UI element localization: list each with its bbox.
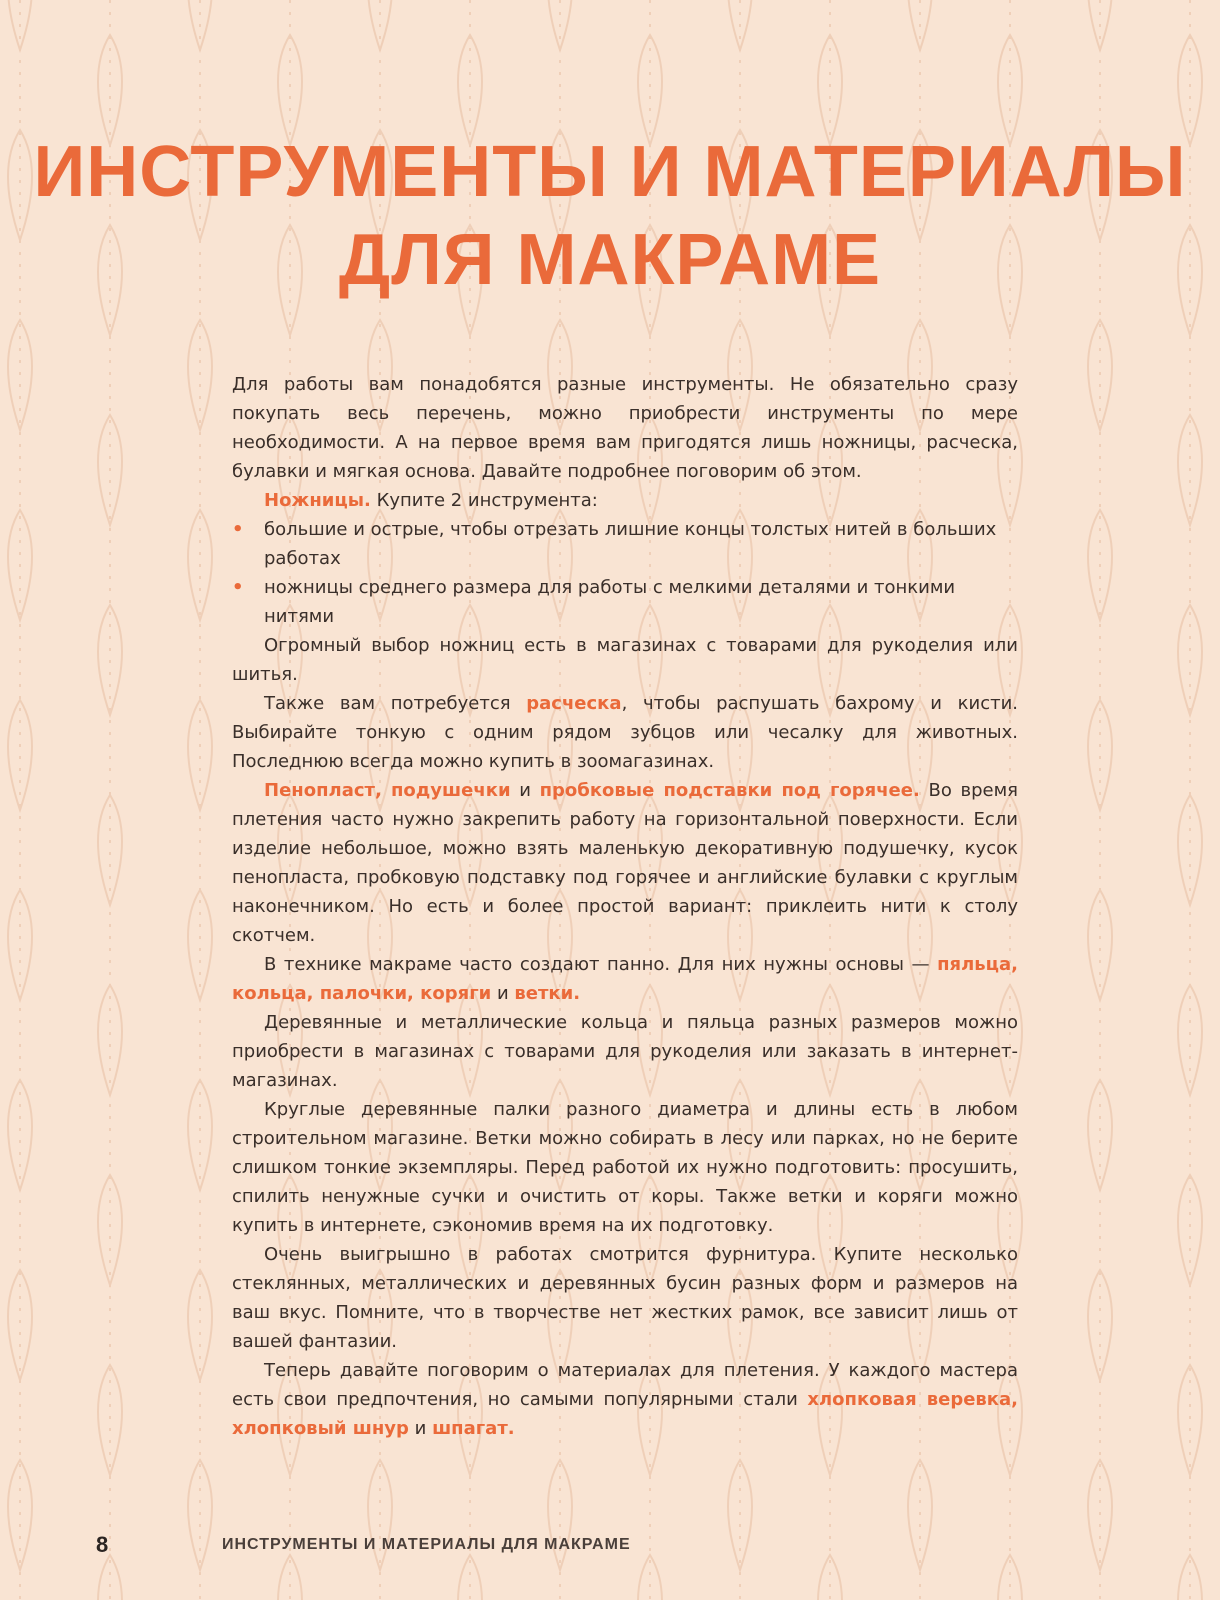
running-title: ИНСТРУМЕНТЫ И МАТЕРИАЛЫ ДЛЯ МАКРАМЕ (222, 1536, 631, 1553)
foam-dot: . (912, 780, 920, 801)
list-item-text: ножницы среднего размера для работы с мелкими деталями и тонкими нитями (264, 577, 956, 627)
list-item (232, 515, 1018, 573)
materials-and: и (408, 1418, 433, 1439)
sticks-paragraph: Круглые деревянные палки разного диаметра и длины есть в любом строительном магазине. Ветки можно собирать в лесу или парках, но не берите слишком тонкие экземпляры. Перед работой их нужно подготовить: просушить, спилить ненужные сучки и очистить от коры. Также ветки и коряги можно купить в интернете, сэкономив время на их подготовку. (232, 1099, 1018, 1236)
page-title-line-2: ДЛЯ МАКРАМЕ (338, 220, 882, 300)
page-title-line-1: ИНСТРУМЕНТЫ И МАТЕРИАЛЫ (33, 132, 1187, 212)
foam-text: Во время плетения часто нужно закрепить работу на горизонтальной поверхности. Если изделие небольшое, можно взять маленькую декоративную подушечку, кусок пенопласта, пробковую подставку под горячее и английские булавки с круглым наконечником. Но есть и более простой вариант: приклеить нити к столу скотчем. (232, 780, 1018, 946)
feather-shape (1178, 1175, 1202, 1285)
materials-last-term: шпагат. (432, 1418, 515, 1439)
panel-paragraph (232, 950, 1018, 1008)
feather-shape (98, 1175, 122, 1285)
bullet-icon: • (232, 577, 244, 598)
scissors-shop-paragraph: Огромный выбор ножниц есть в магазинах с товарами для рукоделия или шитья. (232, 635, 1018, 685)
page-number: 8 (96, 1532, 109, 1557)
comb-paragraph (232, 689, 1018, 776)
materials-text: Теперь давайте поговорим о материалах для плетения. У каждого мастера есть свои предпочтения, но самыми популярными стали (232, 1360, 1018, 1410)
materials-terms: хлопковая веревка, хлопковый шнур (232, 1389, 1018, 1439)
feather-shape (188, 1080, 212, 1190)
bullet-icon: • (232, 519, 244, 540)
beads-paragraph: Очень выигрышно в работах смотрится фурнитура. Купите несколько стеклянных, металлических и деревянных бусин разных форм и размеров на ваш вкус. Помните, что в творчестве нет жестких рамок, все зависит лишь от вашей фантазии. (232, 1244, 1018, 1352)
foam-term: Пенопласт, подушечки (264, 780, 511, 801)
comb-text: , чтобы распушать бахрому и кисти. Выбирайте тонкую с одним рядом зубцов или чесалку для животных. Последнюю всегда можно купить в зоомагазинах. (232, 693, 1019, 772)
feather-shape (98, 985, 122, 1095)
scissors-list (232, 515, 1018, 631)
body-text (232, 370, 1018, 1443)
feather-shape (188, 890, 212, 1000)
feather-shape (1178, 985, 1202, 1095)
scissors-paragraph (232, 486, 1018, 515)
page-title (0, 128, 1220, 304)
foam-paragraph (232, 776, 1018, 950)
panel-text: В технике макраме часто создают панно. Для них нужны основы — (264, 954, 938, 975)
rings-paragraph: Деревянные и металлические кольца и пяльца разных размеров можно приобрести в магазинах с товарами для рукоделия или заказать в интернет-магазинах. (232, 1012, 1018, 1091)
intro-paragraph: Для работы вам понадобятся разные инструменты. Не обязательно сразу покупать весь перечень, можно приобрести инструменты по мере необходимости. А на первое время вам пригодятся лишь ножницы, расческа, булавки и мягкая основа. Давайте подробнее поговорим об этом. (232, 374, 1018, 482)
comb-intro: Также вам потребуется (264, 693, 527, 714)
feather-shape (8, 1080, 32, 1190)
feather-shape (8, 890, 32, 1000)
foam-and: и (510, 780, 540, 801)
feather-shape (1088, 890, 1112, 1000)
feather-shape (1088, 1080, 1112, 1190)
list-item-text: большие и острые, чтобы отрезать лишние концы толстых нитей в больших работах (264, 519, 997, 569)
scissors-term: Ножницы. (264, 490, 371, 511)
panel-last-term: ветки. (514, 983, 581, 1004)
cork-term: пробковые подставки под горячее (539, 780, 913, 801)
materials-paragraph (232, 1356, 1018, 1443)
scissors-text: Купите 2 инструмента: (370, 490, 598, 511)
comb-term: расческа (526, 693, 622, 714)
panel-terms: пяльца, кольца, палочки, коряги (232, 954, 1018, 1004)
panel-and: и (491, 983, 515, 1004)
list-item (232, 573, 1018, 631)
